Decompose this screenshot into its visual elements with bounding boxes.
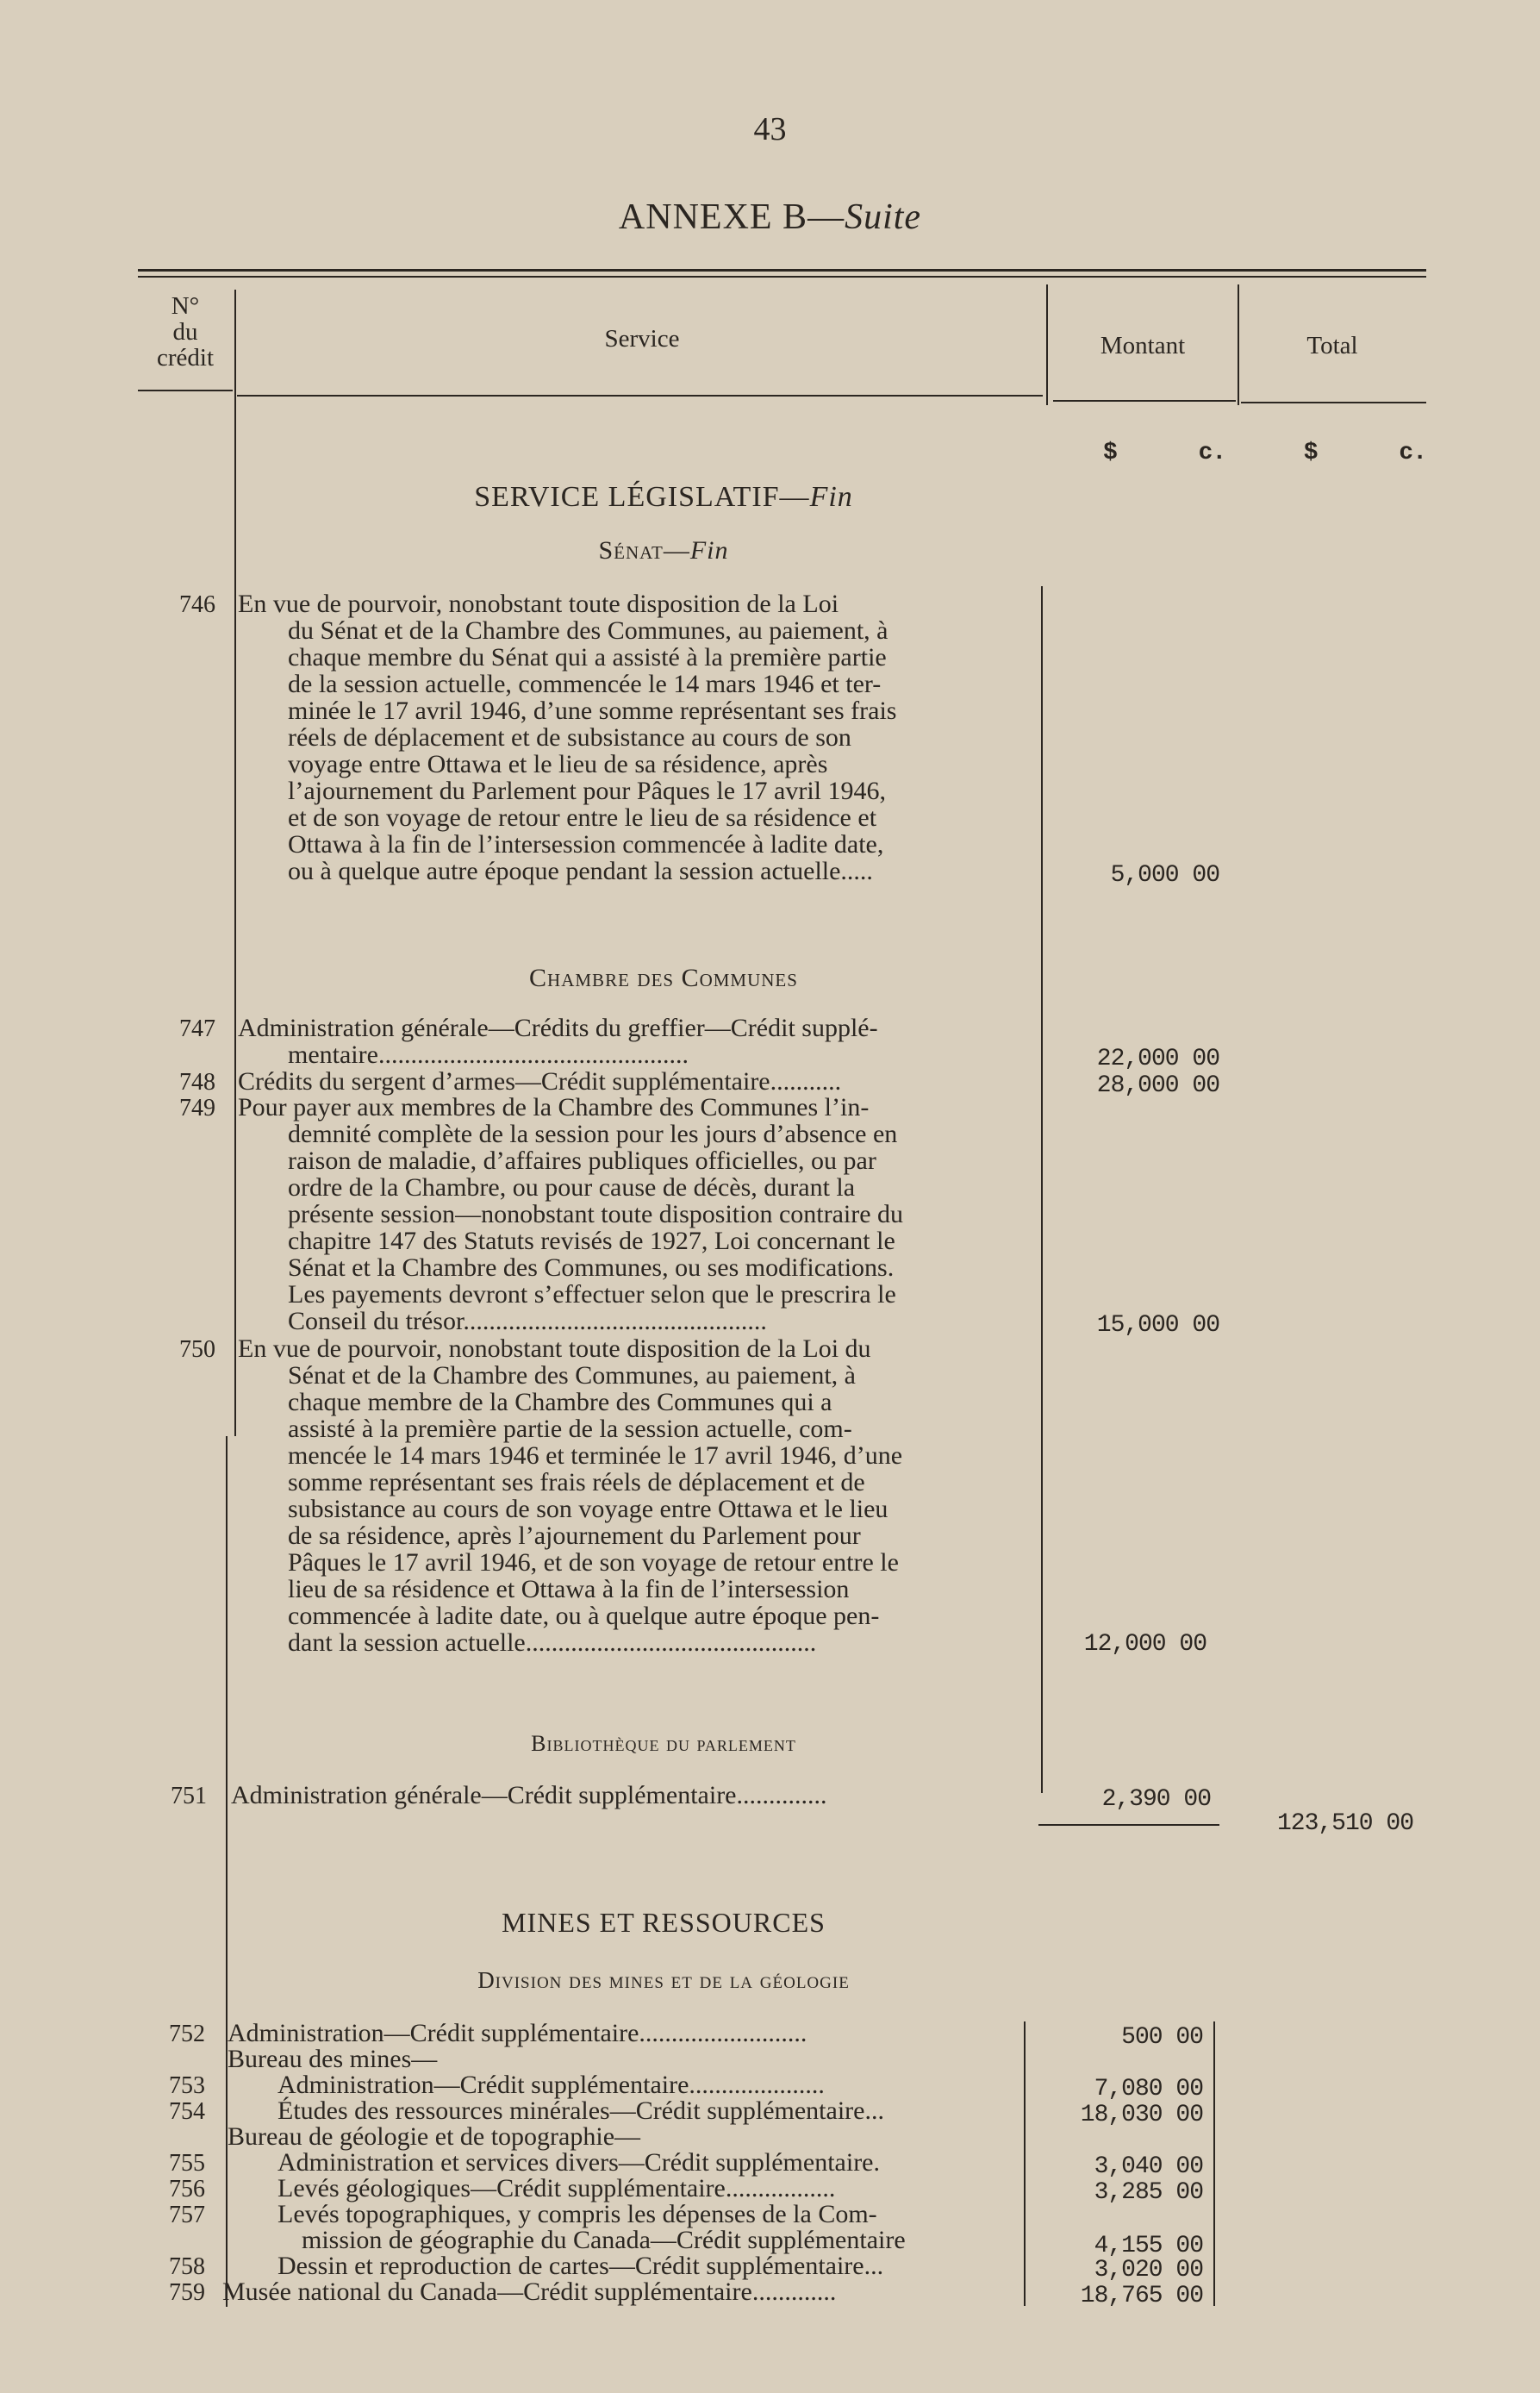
montant-units: $ c.: [1103, 440, 1226, 466]
title-main: ANNEXE B—: [618, 197, 845, 237]
top-rule-2: [138, 276, 1426, 278]
item-text-line: Dessin et reproduction de cartes—Crédit supplémentaire...: [277, 2252, 884, 2280]
section-senat: [224, 536, 1103, 565]
page-title: [0, 197, 1540, 238]
header-rule-num: [138, 390, 233, 391]
item-amount: 7,080 00: [1094, 2076, 1203, 2102]
item-text-line: Musée national du Canada—Crédit supplémentaire.............: [222, 2277, 837, 2306]
section-suffix: Fin: [809, 481, 853, 513]
item-amount: 15,000 00: [1096, 1312, 1219, 1339]
total-units: $ c.: [1303, 440, 1426, 466]
item-amount: 2,390 00: [1101, 1786, 1211, 1813]
header-service: Service: [604, 325, 680, 353]
credit-number: 746: [179, 591, 215, 618]
page-number: 43: [753, 111, 787, 147]
item-text-line: Administration—Crédit supplémentaire..........................: [228, 2019, 807, 2047]
vrule-service-top: [1046, 284, 1048, 405]
item-amount: 18,765 00: [1080, 2283, 1203, 2309]
item-text-line: Sénat et de la Chambre des Communes, au paiement, à: [288, 1361, 856, 1390]
item-text-line: l’ajournement du Parlement pour Pâques le 17 avril 1946,: [288, 777, 886, 805]
item-text-line: Administration générale—Crédits du greffier—Crédit supplé-: [238, 1014, 878, 1042]
item-text-line: commencée à ladite date, ou à quelque autre époque pen-: [288, 1602, 880, 1630]
item-amount: 500 00: [1121, 2024, 1203, 2051]
item-amount: 3,040 00: [1094, 2153, 1203, 2180]
credit-number: 759: [169, 2279, 205, 2306]
header-credit-number: [138, 293, 233, 371]
credit-number: 758: [169, 2253, 205, 2280]
header-num-line3: crédit: [156, 344, 214, 372]
credit-number: 756: [169, 2176, 205, 2202]
item-text-line: présente session—nonobstant toute disposition contraire du: [288, 1200, 904, 1228]
item-text-line: voyage entre Ottawa et le lieu de sa résidence, après: [288, 750, 828, 778]
vrule-service: [1041, 586, 1043, 1793]
item-text-line: Levés géologiques—Crédit supplémentaire.................: [277, 2174, 836, 2202]
section-chambre: Chambre des Communes: [529, 964, 798, 992]
subsection-title: Sénat—: [598, 536, 690, 565]
item-text-line: raison de maladie, d’affaires publiques officielles, ou par: [288, 1147, 876, 1175]
item-text-line: ou à quelque autre époque pendant la session actuelle.....: [288, 857, 873, 885]
item-amount: 18,030 00: [1080, 2102, 1203, 2128]
item-text-line: Conseil du trésor...............................................: [288, 1307, 767, 1335]
section-total: 123,510 00: [1276, 1810, 1413, 1837]
item-text-line: Les payements devront s’effectuer selon que le prescrira le: [288, 1280, 896, 1309]
item-text-line: minée le 17 avril 1946, d’une somme représentant ses frais: [288, 697, 897, 725]
item-amount: 28,000 00: [1096, 1072, 1219, 1099]
section-bibliotheque: Bibliothèque du parlement: [531, 1731, 796, 1756]
item-amount: 22,000 00: [1096, 1046, 1219, 1072]
item-text-line: Ottawa à la fin de l’intersession commencée à ladite date,: [288, 830, 884, 859]
subtotal-rule: [1038, 1824, 1219, 1826]
section-title: SERVICE LÉGISLATIF—: [474, 481, 810, 513]
item-text-line: somme représentant ses frais réels de déplacement et de: [288, 1468, 865, 1496]
item-text-line: Études des ressources minérales—Crédit supplémentaire...: [277, 2096, 884, 2125]
title-suffix: Suite: [845, 197, 922, 237]
item-text-line: mentaire................................................: [288, 1040, 689, 1069]
credit-number: 755: [169, 2150, 205, 2177]
item-text-line: Pour payer aux membres de la Chambre des Communes l’in-: [238, 1093, 870, 1122]
item-text-line: subsistance au cours de son voyage entre Ottawa et le lieu: [288, 1495, 888, 1523]
section-division: Division des mines et de la géologie: [477, 1967, 850, 1993]
header-montant: Montant: [1100, 332, 1186, 359]
item-text-line: mencée le 14 mars 1946 et terminée le 17 avril 1946, d’une: [288, 1441, 903, 1470]
item-text-line: chapitre 147 des Statuts revisés de 1927, Loi concernant le: [288, 1227, 895, 1255]
item-amount: 3,285 00: [1094, 2179, 1203, 2206]
item-text-line: Administration générale—Crédit supplémentaire..............: [231, 1781, 827, 1809]
item-text-line: mission de géographie du Canada—Crédit supplémentaire: [302, 2226, 906, 2254]
item-text-line: et de son voyage de retour entre le lieu de sa résidence et: [288, 803, 877, 832]
item-text-line: Administration et services divers—Crédit supplémentaire.: [277, 2148, 880, 2177]
section-mines: MINES ET RESSOURCES: [502, 1907, 826, 1938]
item-text-line: chaque membre de la Chambre des Communes qui a: [288, 1388, 832, 1416]
vrule-num-lower: [226, 1436, 228, 2307]
item-amount: 5,000 00: [1110, 862, 1219, 889]
item-text-line: de sa résidence, après l’ajournement du Parlement pour: [288, 1521, 861, 1550]
header-rule-total: [1241, 402, 1426, 403]
item-text-line: ordre de la Chambre, ou pour cause de décès, durant la: [288, 1173, 856, 1202]
item-text-line: dant la session actuelle.............................................: [288, 1628, 817, 1657]
header-rule-montant: [1053, 400, 1236, 402]
credit-number: 752: [169, 2021, 205, 2047]
vrule-num: [234, 290, 236, 1436]
group-label: Bureau de géologie et de topographie—: [228, 2122, 641, 2151]
subsection-suffix: Fin: [689, 536, 729, 565]
section-service-legislatif: [224, 481, 1103, 514]
credit-number: 754: [169, 2098, 205, 2125]
item-amount: 4,155 00: [1094, 2233, 1203, 2259]
header-num-line1: N°: [171, 292, 200, 320]
item-text-line: Administration—Crédit supplémentaire.....................: [277, 2071, 825, 2099]
credit-number: 757: [169, 2202, 205, 2228]
item-text-line: chaque membre du Sénat qui a assisté à la première partie: [288, 643, 887, 672]
item-text-line: demnité complète de la session pour les jours d’absence en: [288, 1120, 898, 1148]
credit-number: 750: [179, 1336, 215, 1363]
item-text-line: réels de déplacement et de subsistance au cours de son: [288, 723, 851, 752]
vrule-montant-lower: [1213, 2021, 1215, 2306]
item-text-line: En vue de pourvoir, nonobstant toute disposition de la Loi: [238, 590, 839, 618]
item-text-line: Crédits du sergent d’armes—Crédit supplémentaire...........: [238, 1067, 842, 1096]
credit-number: 748: [179, 1069, 215, 1096]
item-text-line: Levés topographiques, y compris les dépenses de la Com-: [277, 2200, 877, 2228]
header-total: Total: [1306, 332, 1358, 359]
item-text-line: de la session actuelle, commencée le 14 mars 1946 et ter-: [288, 670, 882, 698]
group-label: Bureau des mines—: [228, 2045, 438, 2073]
item-amount: 3,020 00: [1094, 2257, 1203, 2284]
credit-number: 751: [171, 1783, 207, 1809]
header-num-line2: du: [172, 318, 198, 346]
vrule-service-lower: [1024, 2021, 1026, 2306]
top-rule: [138, 269, 1426, 272]
item-amount: 12,000 00: [1083, 1631, 1206, 1658]
item-text-line: Pâques le 17 avril 1946, et de son voyage de retour entre le: [288, 1548, 899, 1577]
credit-number: 747: [179, 1015, 215, 1042]
item-text-line: assisté à la première partie de la session actuelle, com-: [288, 1415, 852, 1443]
header-rule-service: [237, 395, 1043, 397]
item-text-line: Sénat et la Chambre des Communes, ou ses modifications.: [288, 1253, 895, 1282]
credit-number: 753: [169, 2072, 205, 2099]
item-text-line: du Sénat et de la Chambre des Communes, au paiement, à: [288, 616, 888, 645]
credit-number: 749: [179, 1095, 215, 1122]
item-text-line: lieu de sa résidence et Ottawa à la fin de l’intersession: [288, 1575, 850, 1603]
vrule-montant: [1238, 284, 1239, 405]
item-text-line: En vue de pourvoir, nonobstant toute disposition de la Loi du: [238, 1334, 871, 1363]
